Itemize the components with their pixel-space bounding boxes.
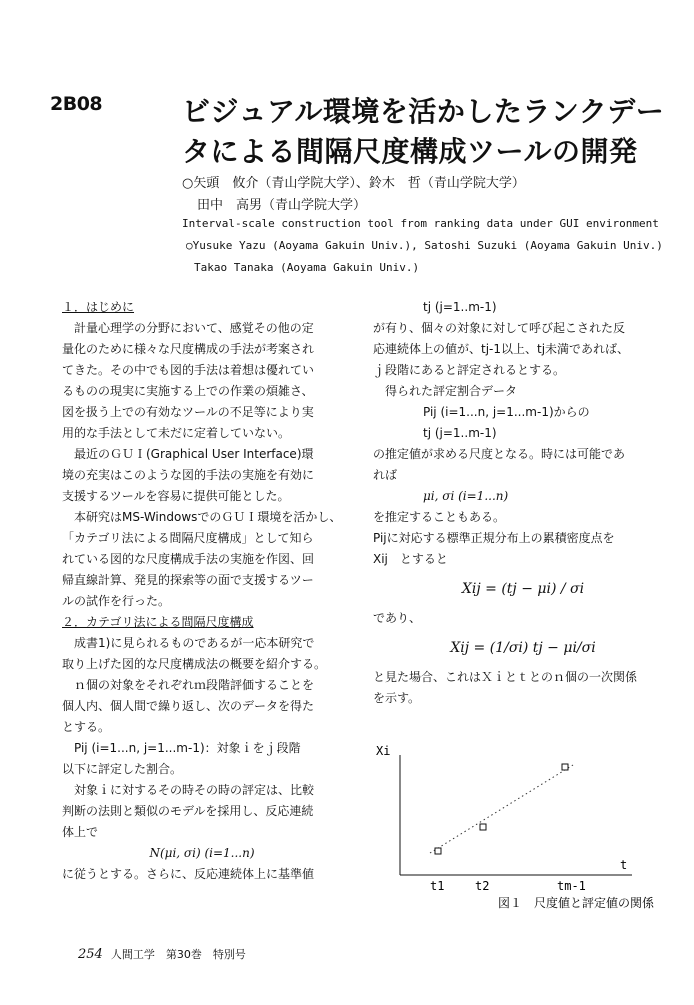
body-line: 以下に評定した割合。 [62,762,183,776]
section-1-heading: １．はじめに [62,300,135,314]
figure-1-chart [370,735,660,915]
body-line: 取り上げた図的な尺度構成法の概要を紹介する。 [62,657,327,671]
data-point [435,848,441,854]
data-point [562,764,568,770]
body-line: を推定することもある。 [373,510,506,524]
trend-line [430,765,573,853]
body-line: Xij とすると [373,552,448,566]
body-line: れば [373,468,398,482]
journal-name: 人間工学 第30巻 特別号 [110,948,246,961]
body-line: とする。 [62,720,111,734]
english-title: Interval-scale construction tool from ranking data under GUI environment [182,217,659,230]
parameters-formula: μi, σi (i=1...n) [423,489,509,503]
body-line: が有り、個々の対象に対して呼び起こされた反 [373,321,626,335]
body-line: 支援するツールを容易に提供可能とした。 [62,489,290,503]
body-line: 判断の法則と類似のモデルを採用し、反応連続 [62,804,314,818]
left-column [62,297,342,885]
body-line: 帰直線計算、発見的探索等の面で支援するツー [62,573,314,587]
body-line: tj (j=1..m-1) [423,300,497,314]
equation-2: Xij = (1/σi) tj − μi/σi [450,640,596,656]
body-line: 応連続体上の値が、tj-1以上、tj未満であれば、 [373,342,630,356]
body-line: 成書1)に見られるものであるが一応本研究で [74,636,315,650]
body-line: 図を扱う上での有効なツールの不足等により実 [62,405,314,419]
body-line: Pij (i=1...n, j=1...m-1)：対象ｉをｊ段階 [74,741,301,755]
page-footer [78,946,246,962]
body-line: tj (j=1..m-1) [423,426,497,440]
x-axis-label: t [620,858,628,872]
body-line: 体上で [62,825,99,839]
authors-en-line-1: ○Yusuke Yazu (Aoyama Gakuin Univ.), Satoshi Suzuki (Aoyama Gakuin Univ.) [186,239,663,252]
body-line: 対象ｉに対するその時その時の評定は、比較 [74,783,315,797]
equation-1: Xij = (tj − μi) / σi [461,581,585,597]
body-line: ｊ段階にあると評定されるとする。 [373,363,566,377]
section-2-heading: ２．カテゴリ法による間隔尺度構成 [62,615,254,629]
figure-caption: 図１ 尺度値と評定値の関係 [498,896,655,910]
body-line: 「カテゴリ法による間隔尺度構成」として知ら [62,531,314,545]
body-line: を示す。 [373,691,421,705]
x-tick-label: tm-1 [557,879,586,893]
body-line: 得られた評定割合データ [385,384,518,398]
body-line: ルの試作を行った。 [62,594,171,608]
body-line: 最近のＧＵＩ(Graphical User Interface)環 [74,447,314,461]
title-line-2: タによる間隔尺度構成ツールの開発 [182,135,638,168]
x-tick-label: t2 [475,879,490,893]
authors-ja-line-2: 田中 高男（青山学院大学） [197,198,367,213]
authors-ja-line-1: ○矢頭 攸介（青山学院大学）、鈴木 哲（青山学院大学） [182,176,525,191]
right-column [373,297,673,709]
authors-en-line-2: Takao Tanaka (Aoyama Gakuin Univ.) [194,261,420,274]
body-line: ｎ個の対象をそれぞれｍ段階評価することを [74,678,315,692]
x-tick-label: t1 [430,879,445,893]
body-line: Pijに対応する標準正規分布上の累積密度点を [373,531,615,545]
body-line: 量化のために様々な尺度構成の手法が考案され [62,342,315,356]
y-axis-label: Xi [376,744,391,758]
body-line: 境の充実はこのような図的手法の実施を有効に [62,468,315,482]
paper-id: 2B08 [50,93,103,115]
normal-distribution-formula: N(μi, σi) (i=1...n) [149,846,255,860]
body-line: 用的な手法として未だに定着していない。 [62,426,291,440]
body-line: 個人内、個人間で繰り返し、次のデータを得た [62,699,315,713]
body-line: の推定値が求める尺度となる。時には可能であ [373,447,626,461]
body-line: であり、 [373,611,422,625]
title-line-1: ビジュアル環境を活かしたランクデー [182,95,665,128]
body-line: てきた。その中でも図的手法は着想は優れてい [62,363,315,377]
body-line: 本研究はMS-WindowsでのＧＵＩ環境を活かし、 [74,510,342,524]
body-line: と見た場合、これはＸｉとｔとのｎ個の一次関係 [373,670,638,684]
body-line: 計量心理学の分野において、感覚その他の定 [74,321,314,335]
body-line: るものの現実に実施する上での作業の煩雑さ、 [62,384,314,398]
body-line: Pij (i=1...n, j=1...m-1)からの [423,405,590,419]
body-line: れている図的な尺度構成手法の実施を作図、回 [62,552,315,566]
data-point [480,824,486,830]
page-number: 254 [78,947,103,962]
body-line: に従うとする。さらに、反応連続体上に基準値 [62,867,315,881]
